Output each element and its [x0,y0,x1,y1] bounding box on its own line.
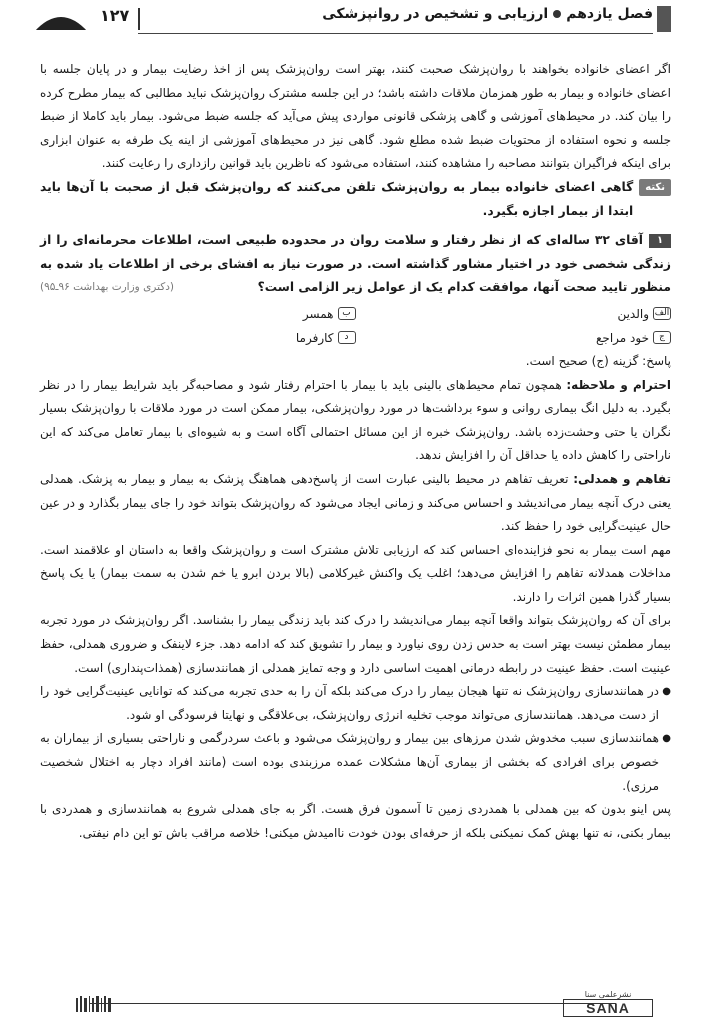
page-body [40,58,671,845]
question-text: آقای ۳۲ ساله‌ای که از نظر رفتار و سلامت روان در محدوده طبیعی است، اطلاعات محرمانه‌ای را از زندگی شخصی خود در اختیار مشاور گذاشته است. در صورت نیاز به افشای برخی از اطلاعات یاد شده به منظور تایید صحت آنها، موافقت کدام یک از عوامل زیر الزامی است؟ [40,233,671,295]
footer-rule [90,1003,616,1004]
header-rule [138,33,653,34]
empathy-text: تعریف تفاهم در محیط بالینی عبارت است از پاسخ‌دهی هماهنگ پزشک به بیمار و بیمار به پزشک. همدلی یعنی درک آنچه بیمار می‌اندیشد و احساس می‌کند و زمانی ایجاد می‌شود که روان‌پزشک بتواند خود را جای بیمار بگذارد و در عین حال عینیت‌گرایی خود را حفظ کند. [40,471,671,534]
empathy-paragraph [40,468,671,539]
option-c-text: خود مراجع [596,330,649,345]
bullet-dot-icon [553,10,561,18]
chapter-label: فصل یازدهم [566,6,653,22]
running-title [322,6,653,22]
intro-paragraph: اگر اعضای خانواده بخواهند با روان‌پزشک صحبت کنند، بهتر است روان‌پزشک پس از اخذ رضایت بیمار و در پایان جلسه با اعضای خانواده و بیمار به طور همزمان ملاقات داشته باشد؛ در این جلسه مشترک روان‌پزشک نباید مطالبی که بیمار مطرح کرده را بیان کند. در محیط‌های آموزشی و گاهی پزشکی قانونی مواردی پیش می‌آید که جلسه ضبط می‌شود. بیمار باید کاملا از ضبط جلسه و نحوه استفاده از محتویات ضبط شده مطلع شود. گاهی نیز در محیط‌های آموزشی از اینه یک طرفه به عنوان ابزاری برای اینکه فراگیران بتوانند مصاحبه را مشاهده کنند، استفاده می‌شود که ناظرین باید قوانین رازداری را رعایت کنند. [40,62,671,171]
empathy-title: تفاهم و همدلی: [573,471,672,486]
respect-text: همچون تمام محیط‌های بالینی باید با بیمار با احترام رفتار شود و مصاحبه‌گر باید شرایط بیمار را در نظر بگیرد. به دلیل انگ بیماری روانی و سوء برداشت‌ها در مورد روان‌پزشکی، بیمار ممکن است در مورد ملاقات با روان‌پزشک بسیار نگران یا حتی وحشت‌زده باشد. روان‌پزشک خبره از این مسائل احتمالی آگاه است و به شیوه‌ای با بیمار تعامل می‌کند که این ناراحتی را کاهش داده یا حداقل آن را افزایش ندهد. [40,377,671,463]
objectivity-paragraph: برای آن که روان‌پزشک بتواند واقعا آنچه بیمار می‌اندیشد را درک کند باید زندگی بیمار را بشناسد. اگر روان‌پزشک در مورد تجربه بیمار مطمئن نیست بهتر است به حدس زدن روی نیاورد و بیمار را تشویق کند که ادامه دهد. جزء لاینفک و ضروری همدلی، حفظ عینیت است. حفظ عینیت در رابطه درمانی اهمیت اساسی دارد و وجه تمایز همدلی از همانندسازی (همذات‌پنداری) است. [40,613,671,675]
respect-paragraph [40,374,671,468]
header-tab-marker [657,6,671,32]
section-label: ارزیابی و تشخیص در روانپزشکی [322,6,549,22]
note-box [40,176,671,223]
list-item: ● در همانندسازی روان‌پزشک نه تنها هیجان بیمار را درک می‌کند بلکه آن را به حدی تجربه می‌کند که توانایی عینیت‌گرایی خود را از دست می‌دهد. همانندسازی می‌تواند موجب تخلیه انرژی روان‌پزشک، بی‌علاقگی و نهایتا فرسودگی او شود. [40,680,659,727]
option-a-text: والدین [617,306,649,321]
page-number: ۱۲۷ [100,6,130,25]
important-paragraph: مهم است بیمار به نحو فزاینده‌ای احساس کند که ارزیابی تلاش مشترک است و روان‌پزشک واقعا به داستان او علاقمند است. مداخلات همدلانه تفاهم را افزایش می‌دهد؛ اغلب یک واکنش غیرکلامی (بالا بردن ابرو یا خم شدن به سمت بیمار) یا یک پاسخ بسیار گذرا همین اثرات را دارند. [40,542,671,604]
publisher-logo [30,8,92,40]
answer-text: پاسخ: گزینه (ج) صحیح است. [525,353,671,368]
option-c-mark: ج [653,331,671,344]
option-b-mark: ب [338,307,356,320]
option-a-mark: الف [654,308,670,319]
option-a [356,302,672,326]
sana-logo-caption: نشرعلمی سنا [584,990,632,999]
option-d-text: کارفرما [295,330,334,345]
sana-logo-wordmark: SANA [563,999,653,1017]
question-block [40,229,671,300]
barcode-icon [76,994,112,1014]
closing-paragraph: پس اینو بدون که بین همدلی با همدردی زمین تا آسمون فرق هست. اگر به جای همدلی شروع به همانندسازی و همدردی با بیمار بکنی، نه تنها بهش کمک نمیکنی بلکه از حرفه‌ای بودن خودت ناامیدش میکنی! خلاصه مراقب باش تو این دام نیفتی. [40,802,671,840]
note-text: گاهی اعضای خانواده بیمار به روان‌پزشک تلفن می‌کنند که روان‌پزشک قبل از صحبت با آن‌ها باید ابتدا از بیمار اجازه بگیرد. [40,179,634,218]
answer-options [40,302,671,350]
option-d-mark: د [338,331,356,344]
option-d [40,326,356,350]
page-footer [0,984,711,1024]
question-number: ۱ [649,234,671,248]
list-item: ● همانندسازی سبب مخدوش شدن مرزهای بین بیمار و روان‌پزشک می‌شود و باعث سردرگمی و ناراحتی بسیاری از بیماران به خصوص برای افرادی که بخشی از بیماری آن‌ها مشکلات عمده مرزبندی بوده است (مانند افراد دچار به اختلال شخصیت مرزی). [40,727,659,798]
question-source: (دکتری وزارت بهداشت ۹۶ـ۹۵) [40,281,175,294]
note-tag: نکته [639,179,671,196]
respect-title: احترام و ملاحظه: [566,377,671,392]
option-b-text: همسر [302,306,334,321]
option-c [356,326,672,350]
sana-logo [563,990,653,1020]
page-header [0,0,711,40]
option-b [40,302,356,326]
header-divider [138,8,140,30]
bullet-list [40,680,671,798]
